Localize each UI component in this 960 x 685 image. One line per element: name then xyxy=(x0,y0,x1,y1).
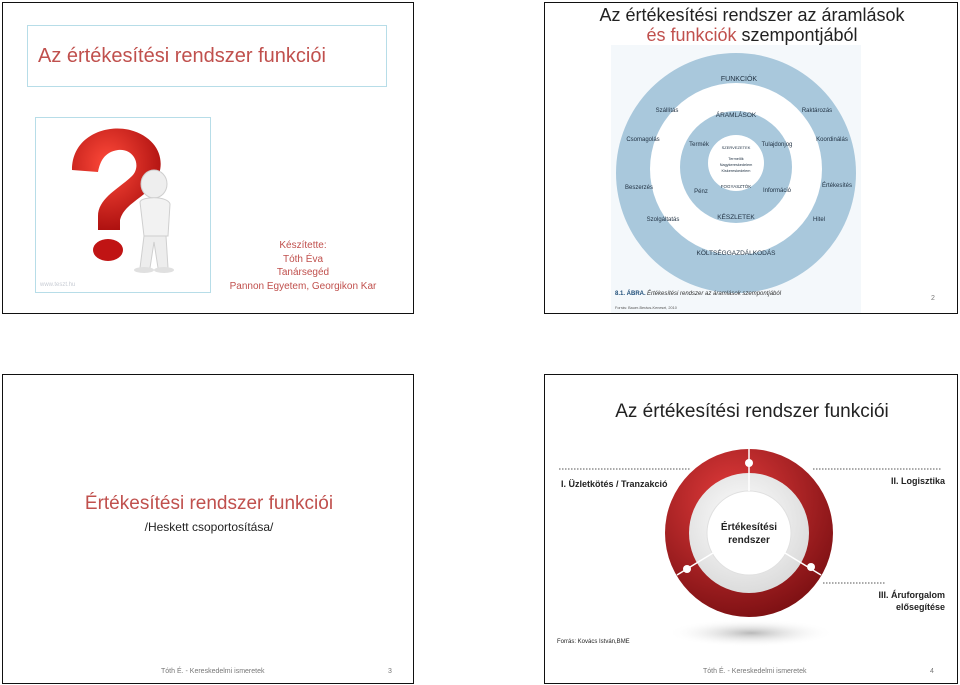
slide-1 xyxy=(2,2,414,314)
page-number: 4 xyxy=(930,668,934,675)
diagram-flows-label: ÁRAMLÁSOK xyxy=(715,112,757,119)
label-transaction: I. Üzletkötés / Tranzakció xyxy=(561,479,668,489)
source-note: Forrás: Kovács István,BME xyxy=(557,639,630,645)
svg-text:Szállítás: Szállítás xyxy=(655,108,679,114)
svg-text:Értékesítés: Értékesítés xyxy=(821,183,853,189)
svg-text:Pénz: Pénz xyxy=(694,189,708,195)
diagram-stocks-label: KÉSZLETEK xyxy=(717,214,755,221)
question-mark-figure-image xyxy=(35,117,211,293)
label-trade-promotion: III. Áruforgalom elősegítése xyxy=(878,590,945,612)
footer-author: Tóth É. - Kereskedelmi ismeretek xyxy=(703,668,807,675)
slide-3 xyxy=(2,374,414,684)
svg-text:Nagykereskedelem: Nagykereskedelem xyxy=(719,163,753,167)
author-credit: Készítette: Tóth Éva Tanársegéd Pannon Egyetem, Georgikon Kar xyxy=(229,240,377,292)
diagram-organizations-label: SZERVEZETEK xyxy=(721,145,751,150)
svg-text:Hitel: Hitel xyxy=(812,217,826,223)
page-number: 2 xyxy=(931,295,935,302)
flows-functions-diagram xyxy=(611,45,861,313)
diagram-source: Forrás: Bauer-Berács-Kenesei, 2010 xyxy=(615,306,677,310)
svg-text:Információ: Információ xyxy=(762,188,792,194)
diagram-consumers-label: FOGYASZTÓK xyxy=(720,184,752,189)
svg-text:Termelők: Termelők xyxy=(728,157,744,161)
slide-2 xyxy=(544,2,958,314)
slide-2-title: Az értékesítési rendszer az áramlások és funkciók szempontjából xyxy=(599,5,905,45)
slide-3-subheading: /Heskett csoportosítása/ xyxy=(144,520,274,534)
svg-text:Koordinálás: Koordinálás xyxy=(816,137,848,143)
svg-text:Csomagolás: Csomagolás xyxy=(626,137,660,143)
diagram-caption-prefix: 8.1. ÁBRA. xyxy=(615,291,646,297)
diagram-cost-label: KÖLTSÉGGAZDÁLKODÁS xyxy=(696,250,776,257)
svg-text:Termék: Termék xyxy=(689,142,709,148)
slide-1-title: Az értékesítési rendszer funkciói xyxy=(27,25,387,87)
question-mark-icon xyxy=(36,118,210,292)
page-number: 3 xyxy=(388,668,392,675)
diagram-caption: Értékesítési rendszer az áramlások szempontjából xyxy=(647,291,782,297)
slide-4 xyxy=(544,374,958,684)
label-logistics: II. Logisztika xyxy=(891,476,946,486)
photo-watermark: www.teszt.hu xyxy=(40,282,76,288)
svg-text:Szolgáltatás: Szolgáltatás xyxy=(646,217,680,223)
slide-4-title: Az értékesítési rendszer funkciói xyxy=(615,401,889,422)
slide-3-heading: Értékesítési rendszer funkciói xyxy=(84,493,334,514)
diagram-functions-label: FUNKCIÓK xyxy=(720,76,758,83)
svg-text:Raktározás: Raktározás xyxy=(801,108,833,114)
center-label: Értékesítési rendszer xyxy=(720,522,778,546)
svg-text:Tulajdonjog: Tulajdonjog xyxy=(761,142,793,148)
svg-text:Beszerzés: Beszerzés xyxy=(624,185,654,191)
svg-text:Kiskereskedelem: Kiskereskedelem xyxy=(721,169,751,173)
footer-author: Tóth É. - Kereskedelmi ismeretek xyxy=(161,668,265,675)
